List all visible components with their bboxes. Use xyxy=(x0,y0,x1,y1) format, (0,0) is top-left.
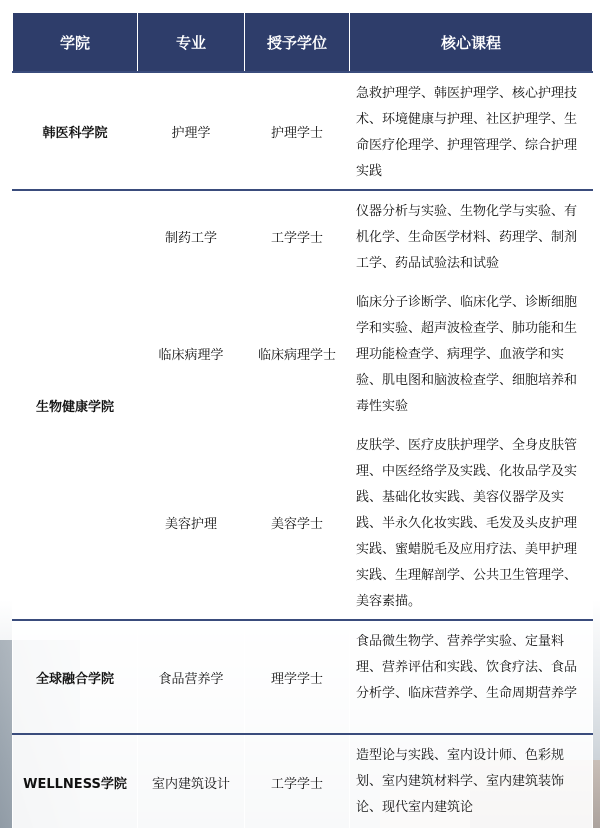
table-row xyxy=(13,72,593,190)
header-courses: 核心课程 xyxy=(350,13,593,73)
major-cell: 食品营养学 xyxy=(138,620,245,734)
table-row xyxy=(13,734,593,830)
courses-cell: 仪器分析与实验、生物化学与实验、有机化学、生命医学材料、药理学、制剂工学、药品试验法和试验 xyxy=(350,190,593,282)
major-cell: 室内建筑设计 xyxy=(138,734,245,830)
college-cell: 全球融合学院 xyxy=(13,620,138,734)
college-cell: WELLNESS学院 xyxy=(13,734,138,830)
courses-cell: 急救护理学、韩医护理学、核心护理技术、环境健康与护理、社区护理学、生命医疗伦理学、护理管理学、综合护理实践 xyxy=(350,72,593,190)
courses-cell: 皮肤学、医疗皮肤护理学、全身皮肤管理、中医经络学及实践、化妆品学及实践、基础化妆实践、美容仪器学及实践、半永久化妆实践、毛发及头皮护理实践、蜜蜡脱毛及应用疗法、美甲护理实践、生理解剖学、公共卫生管理学、美容素描。 xyxy=(350,425,593,621)
degree-cell: 工学学士 xyxy=(245,190,350,282)
table-row xyxy=(13,620,593,734)
degree-cell: 临床病理学士 xyxy=(245,282,350,425)
degree-cell: 美容学士 xyxy=(245,425,350,621)
major-cell: 护理学 xyxy=(138,72,245,190)
degree-cell: 护理学士 xyxy=(245,72,350,190)
courses-cell: 临床分子诊断学、临床化学、诊断细胞学和实验、超声波检查学、肺功能和生理功能检查学、病理学、血液学和实验、肌电图和脑波检查学、细胞培养和毒性实验 xyxy=(350,282,593,425)
major-cell: 美容护理 xyxy=(138,425,245,621)
table-row xyxy=(13,190,593,282)
header-college: 学院 xyxy=(13,13,138,73)
courses-cell: 食品微生物学、营养学实验、定量料理、营养评估和实践、饮食疗法、食品分析学、临床营养学、生命周期营养学 xyxy=(350,620,593,734)
college-cell: 韩医科学院 xyxy=(13,72,138,190)
header-degree: 授予学位 xyxy=(245,13,350,73)
major-cell: 制药工学 xyxy=(138,190,245,282)
header-major: 专业 xyxy=(138,13,245,73)
college-cell: 生物健康学院 xyxy=(13,190,138,620)
curriculum-table xyxy=(12,12,593,831)
courses-cell: 造型论与实践、室内设计师、色彩规划、室内建筑材料学、室内建筑装饰论、现代室内建筑论 xyxy=(350,734,593,830)
degree-cell: 工学学士 xyxy=(245,734,350,830)
major-cell: 临床病理学 xyxy=(138,282,245,425)
table-header-row xyxy=(13,13,593,73)
degree-cell: 理学学士 xyxy=(245,620,350,734)
